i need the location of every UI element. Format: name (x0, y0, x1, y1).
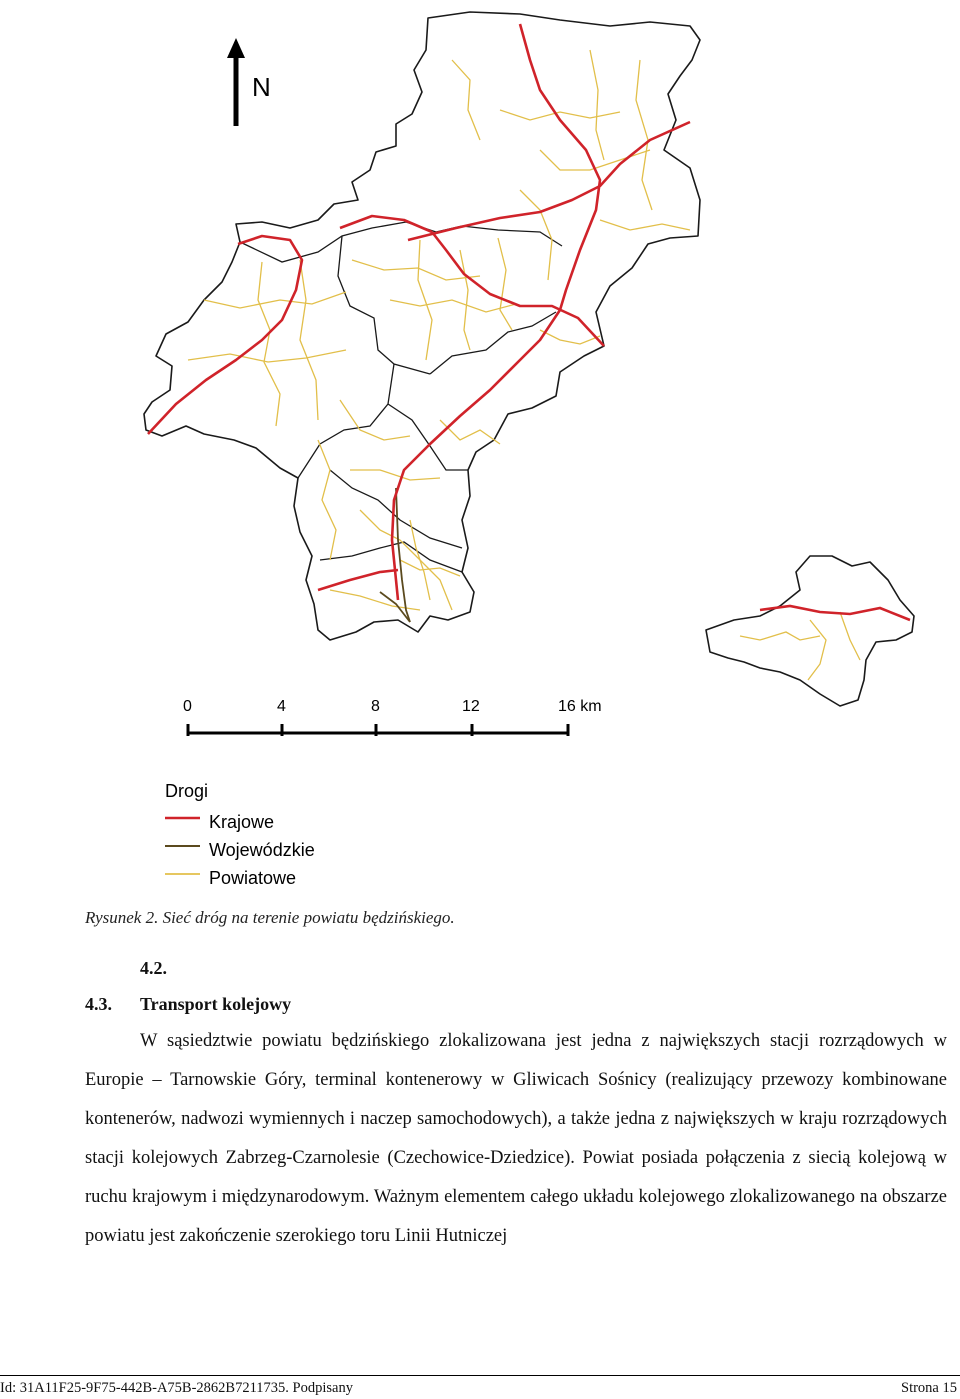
scale-tick-16: 16 km (558, 698, 602, 715)
section-title: Transport kolejowy (140, 994, 292, 1014)
section-number: 4.2. (140, 958, 167, 978)
section-heading-4-3 (85, 994, 291, 1015)
footer-page-number: Strona 15 (901, 1380, 957, 1396)
north-label: N (252, 72, 271, 102)
legend-label-wojewodzkie: Wojewódzkie (209, 840, 315, 860)
legend-title: Drogi (165, 781, 209, 801)
section-number: 4.3. (85, 994, 112, 1014)
section-heading-4-2 (140, 958, 167, 979)
scale-bar (188, 724, 568, 736)
legend-label-krajowe: Krajowe (209, 812, 275, 832)
scale-tick-0: 0 (183, 698, 192, 715)
scale-tick-8: 8 (371, 698, 380, 715)
north-arrow (227, 38, 245, 126)
legend-label-powiatowe: Powiatowe (209, 868, 297, 888)
body-paragraph: W sąsiedztwie powiatu będzińskiego zlokalizowana jest jedna z największych stacji rozrządowych w Europie – Tarnowskie Góry, terminal kontenerowy w Gliwicach Sośnicy (realizujący przewozy kombinowane kontenerów, nadwozi wymiennych i naczep samochodowych), a także jedna z największych w kraju rozrządowych stacji kolejowych Zabrzeg-Czarnolesie (Czechowice-Dziedzice). Powiat posiada połączenia z siecią kolejową w ruchu krajowym i międzynarodowym. Ważnym elementem całego układu kolejowego zlokalizowanego na obszarze powiatu jest zakończenie szerokiego toru Linii Hutniczej (85, 1031, 947, 1246)
district-boundary-main (144, 12, 700, 640)
district-boundary-exclave (706, 556, 914, 706)
scale-tick-12: 12 (462, 698, 480, 715)
figure-caption: Rysunek 2. Sieć dróg na terenie powiatu będzińskiego. (85, 908, 455, 927)
footer-document-id: Id: 31A11F25-9F75-442B-A75B-2862B7211735. Podpisany (0, 1380, 353, 1396)
scale-tick-4: 4 (277, 698, 286, 715)
footer-divider (0, 1375, 960, 1376)
